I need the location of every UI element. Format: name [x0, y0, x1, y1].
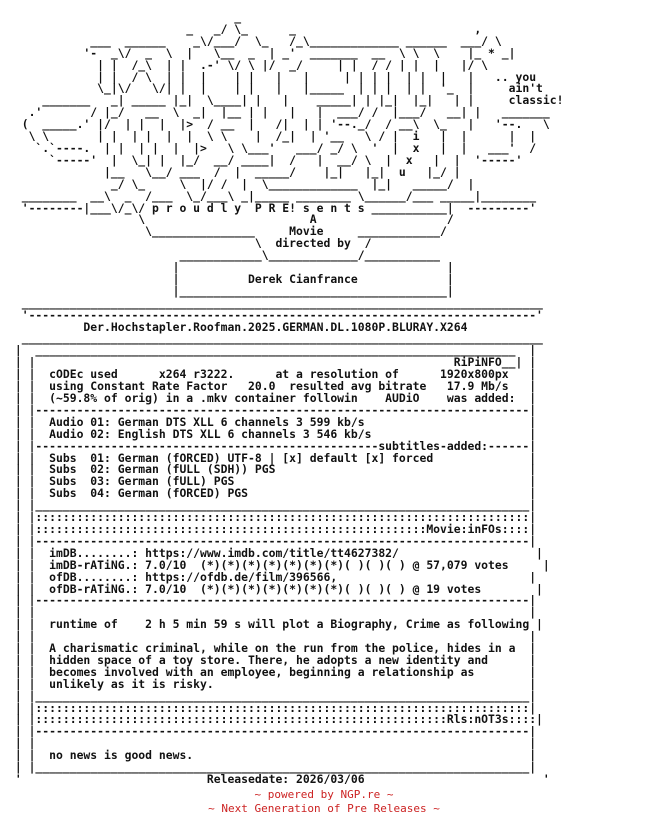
- nfo-line: | | Subs 04: German (fORCED) PGS |: [8, 486, 537, 501]
- nfo-line: \ directed by /: [8, 236, 372, 251]
- nfo-line: | | imDB........: https://www.imdb.com/title/tt4627382/ |: [8, 545, 543, 560]
- nfo-line: | | Audio 01: German DTS XLL 6 channels 3 599 kb/s |: [8, 414, 537, 429]
- nfo-line: | | becomes involved with an employee, beginning a relationship as |: [8, 664, 537, 679]
- nfo-line: | | (~59.8% of orig) in a .mkv container followin AUDiO was added: |: [8, 391, 537, 405]
- nfo-line: ____________________________________________________________________________: [8, 331, 543, 346]
- nfo-line: | |::::::::::::::::::::::::::::::::::::::::::::::::::::::::::::::::::::::::|: [8, 700, 537, 715]
- nfo-line: `-----' | \_| | |_/ __/ ____| / | __/ \ | x | | '-----': [8, 152, 523, 167]
- nfo-line: | |::::::::::::::::::::::::::::::::::::::::::::::::::::::::::::::::::::::::|: [8, 510, 537, 525]
- nfo-line: | |------------------------------------------------------------------------|: [8, 724, 537, 739]
- nfo-line: |_______________________________________|: [8, 283, 454, 298]
- nfo-line: | |:::::::::::::::::::::::::::::::::::::::::::::::::::::::::Movie:inFOs::::|: [8, 521, 537, 536]
- nfo-line: Der.Hochstapler.Roofman.2025.GERMAN.DL.1080P.BLURAY.X264: [8, 319, 468, 334]
- nfo-line: | | cODEc used x264 r3222. at a resolution of 1920x800px |: [8, 367, 537, 382]
- nfo-line: | ______________________________________________________________________ |: [8, 343, 537, 358]
- nfo-text: [8, 10, 640, 786]
- nfo-line: | | hidden space of a toy store. There, he adopts a new identity and |: [8, 652, 537, 667]
- nfo-line: ____________\_____________/___________: [8, 248, 441, 263]
- nfo-line: | | runtime of 2 h 5 min 59 s will plot a Biography, Crime as following |: [8, 617, 543, 632]
- nfo-line: `.`----. | | | | | |> \ \___' ___/ _/ \ ' | x | | ___' /: [8, 140, 537, 155]
- nfo-line: | | no news is good news. |: [8, 748, 537, 763]
- nfo-line: | Derek Cianfrance |: [8, 271, 454, 286]
- nfo-line: | | Subs 01: German (fORCED) UTF-8 | [x] default [x] forced |: [8, 450, 537, 465]
- nfo-line: _/ \_ \ |/ / | \_____________ |_| _____/ |: [8, 176, 475, 191]
- footer-powered-by: ~ powered by NGP.re ~: [254, 788, 394, 801]
- nfo-line: | | / \ | | | | | | | | | | | | | | | .. you: [8, 69, 537, 84]
- nfo-line: | | imDB-rATiNG.: 7.0/10 (*)(*)(*)(*)(*)(*)(*)( )( )( ) @ 57,079 votes |: [8, 557, 550, 572]
- nfo-line: ____________________________________________________________________________: [8, 295, 543, 310]
- nfo-line: _______ _| _____ |_| \____| | | _____| | |_| |_| | | classic!: [8, 93, 564, 108]
- nfo-line: | |::::::::::::::::::::::::::::::::::::::::::::::::::::::::::::Rls:nOT3s::::|: [8, 712, 543, 727]
- nfo-line: ________ __\ _ /___ \_/___\ _|_____ ________ \______/___ _____|________: [8, 188, 537, 203]
- nfo-line: ( _____.' |/ | | | |> / __ | /| | | '--._/ / __\ \_ | '--. \: [8, 117, 550, 132]
- nfo-line: | | unlikely as it is risky. |: [8, 676, 537, 691]
- nfo-line: | | |: [8, 605, 537, 620]
- nfo-line: | |________________________________________________________________________|: [8, 688, 537, 703]
- nfo-line: | | Subs 02: German (fULL (SDH)) PGS |: [8, 462, 537, 477]
- nfo-line: \_|\/ \/| | | | | | |_____ | | | | | '_ | ain't: [8, 81, 543, 96]
- nfo-line: | | Audio 02: English DTS XLL 6 channels 3 546 kb/s |: [8, 426, 537, 441]
- nfo-line: | | |: [8, 629, 537, 644]
- nfo-line: | | ofDB........: https://ofdb.de/film/396566, |: [8, 569, 537, 584]
- nfo-line: | | RiPiNFO__| |: [8, 355, 537, 370]
- footer-tagline: ~ Next Generation of Pre Releases ~: [208, 802, 440, 815]
- nfo-line: | |: [8, 260, 454, 275]
- nfo-line: | | Subs 03: German (fULL) PGS |: [8, 474, 537, 489]
- nfo-line: _: [8, 10, 242, 24]
- nfo-line: | |--------------------------------------------------subtitles-added:------|: [8, 438, 537, 453]
- nfo-line: |__ \__/ ___ / | _____/ |_| |_| u |_/ |: [8, 164, 461, 179]
- nfo-line: | | |: [8, 736, 537, 751]
- nfo-line: '- _\/ _ \ | \__ _ | _' _______ __ \ \ \ |_ * _|: [8, 45, 516, 60]
- nfo-line: | | A charismatic criminal, while on the run from the police, hides in a |: [8, 641, 537, 656]
- nfo-line: | | ofDB-rATiNG.: 7.0/10 (*)(*)(*)(*)(*)(*)(*)( )( )( ) @ 19 votes |: [8, 581, 543, 596]
- nfo-line: '--------------------------------------------------------------------------': [8, 307, 543, 322]
- nfo-line: \ A /: [8, 212, 454, 227]
- nfo-line: | |------------------------------------------------------------------------|: [8, 402, 537, 417]
- nfo-line: '--------|___\/_\/ p r o u d l y P R E! s e n t s ___________| ---------': [8, 200, 537, 215]
- nfo-line: ___ ______ _\/___/ \_ /_\_____________ ______ ___/ \: [8, 33, 502, 48]
- nfo-line: ' Releasedate: 2026/03/06 ': [8, 772, 550, 786]
- nfo-line: | |------------------------------------------------------------------------|: [8, 593, 537, 608]
- nfo-line: \_______________ Movie ____________/: [8, 224, 447, 239]
- nfo-line: .' / |_/ __ \ _| |__ | | | | ___/ / |___/ __| | _______: [8, 105, 550, 120]
- nfo-line: | |________________________________________________________________________|: [8, 760, 537, 775]
- nfo-line: \ \ | | | | | | \ \ | /_| | '__ \ / | i | | | |: [8, 129, 537, 144]
- nfo-line: | |------------------------------------------------------------------------|: [8, 533, 537, 548]
- nfo-line: | | /_\ | | .-' \/ \ |/ _/ | | / / | | | |/ \: [8, 57, 489, 72]
- nfo-line: | | using Constant Rate Factor 20.0 resulted avg bitrate 17.9 Mb/s |: [8, 379, 537, 394]
- nfo-line: | |________________________________________________________________________|: [8, 498, 537, 513]
- nfo-line: _ _/ \_ _ ,: [8, 21, 482, 36]
